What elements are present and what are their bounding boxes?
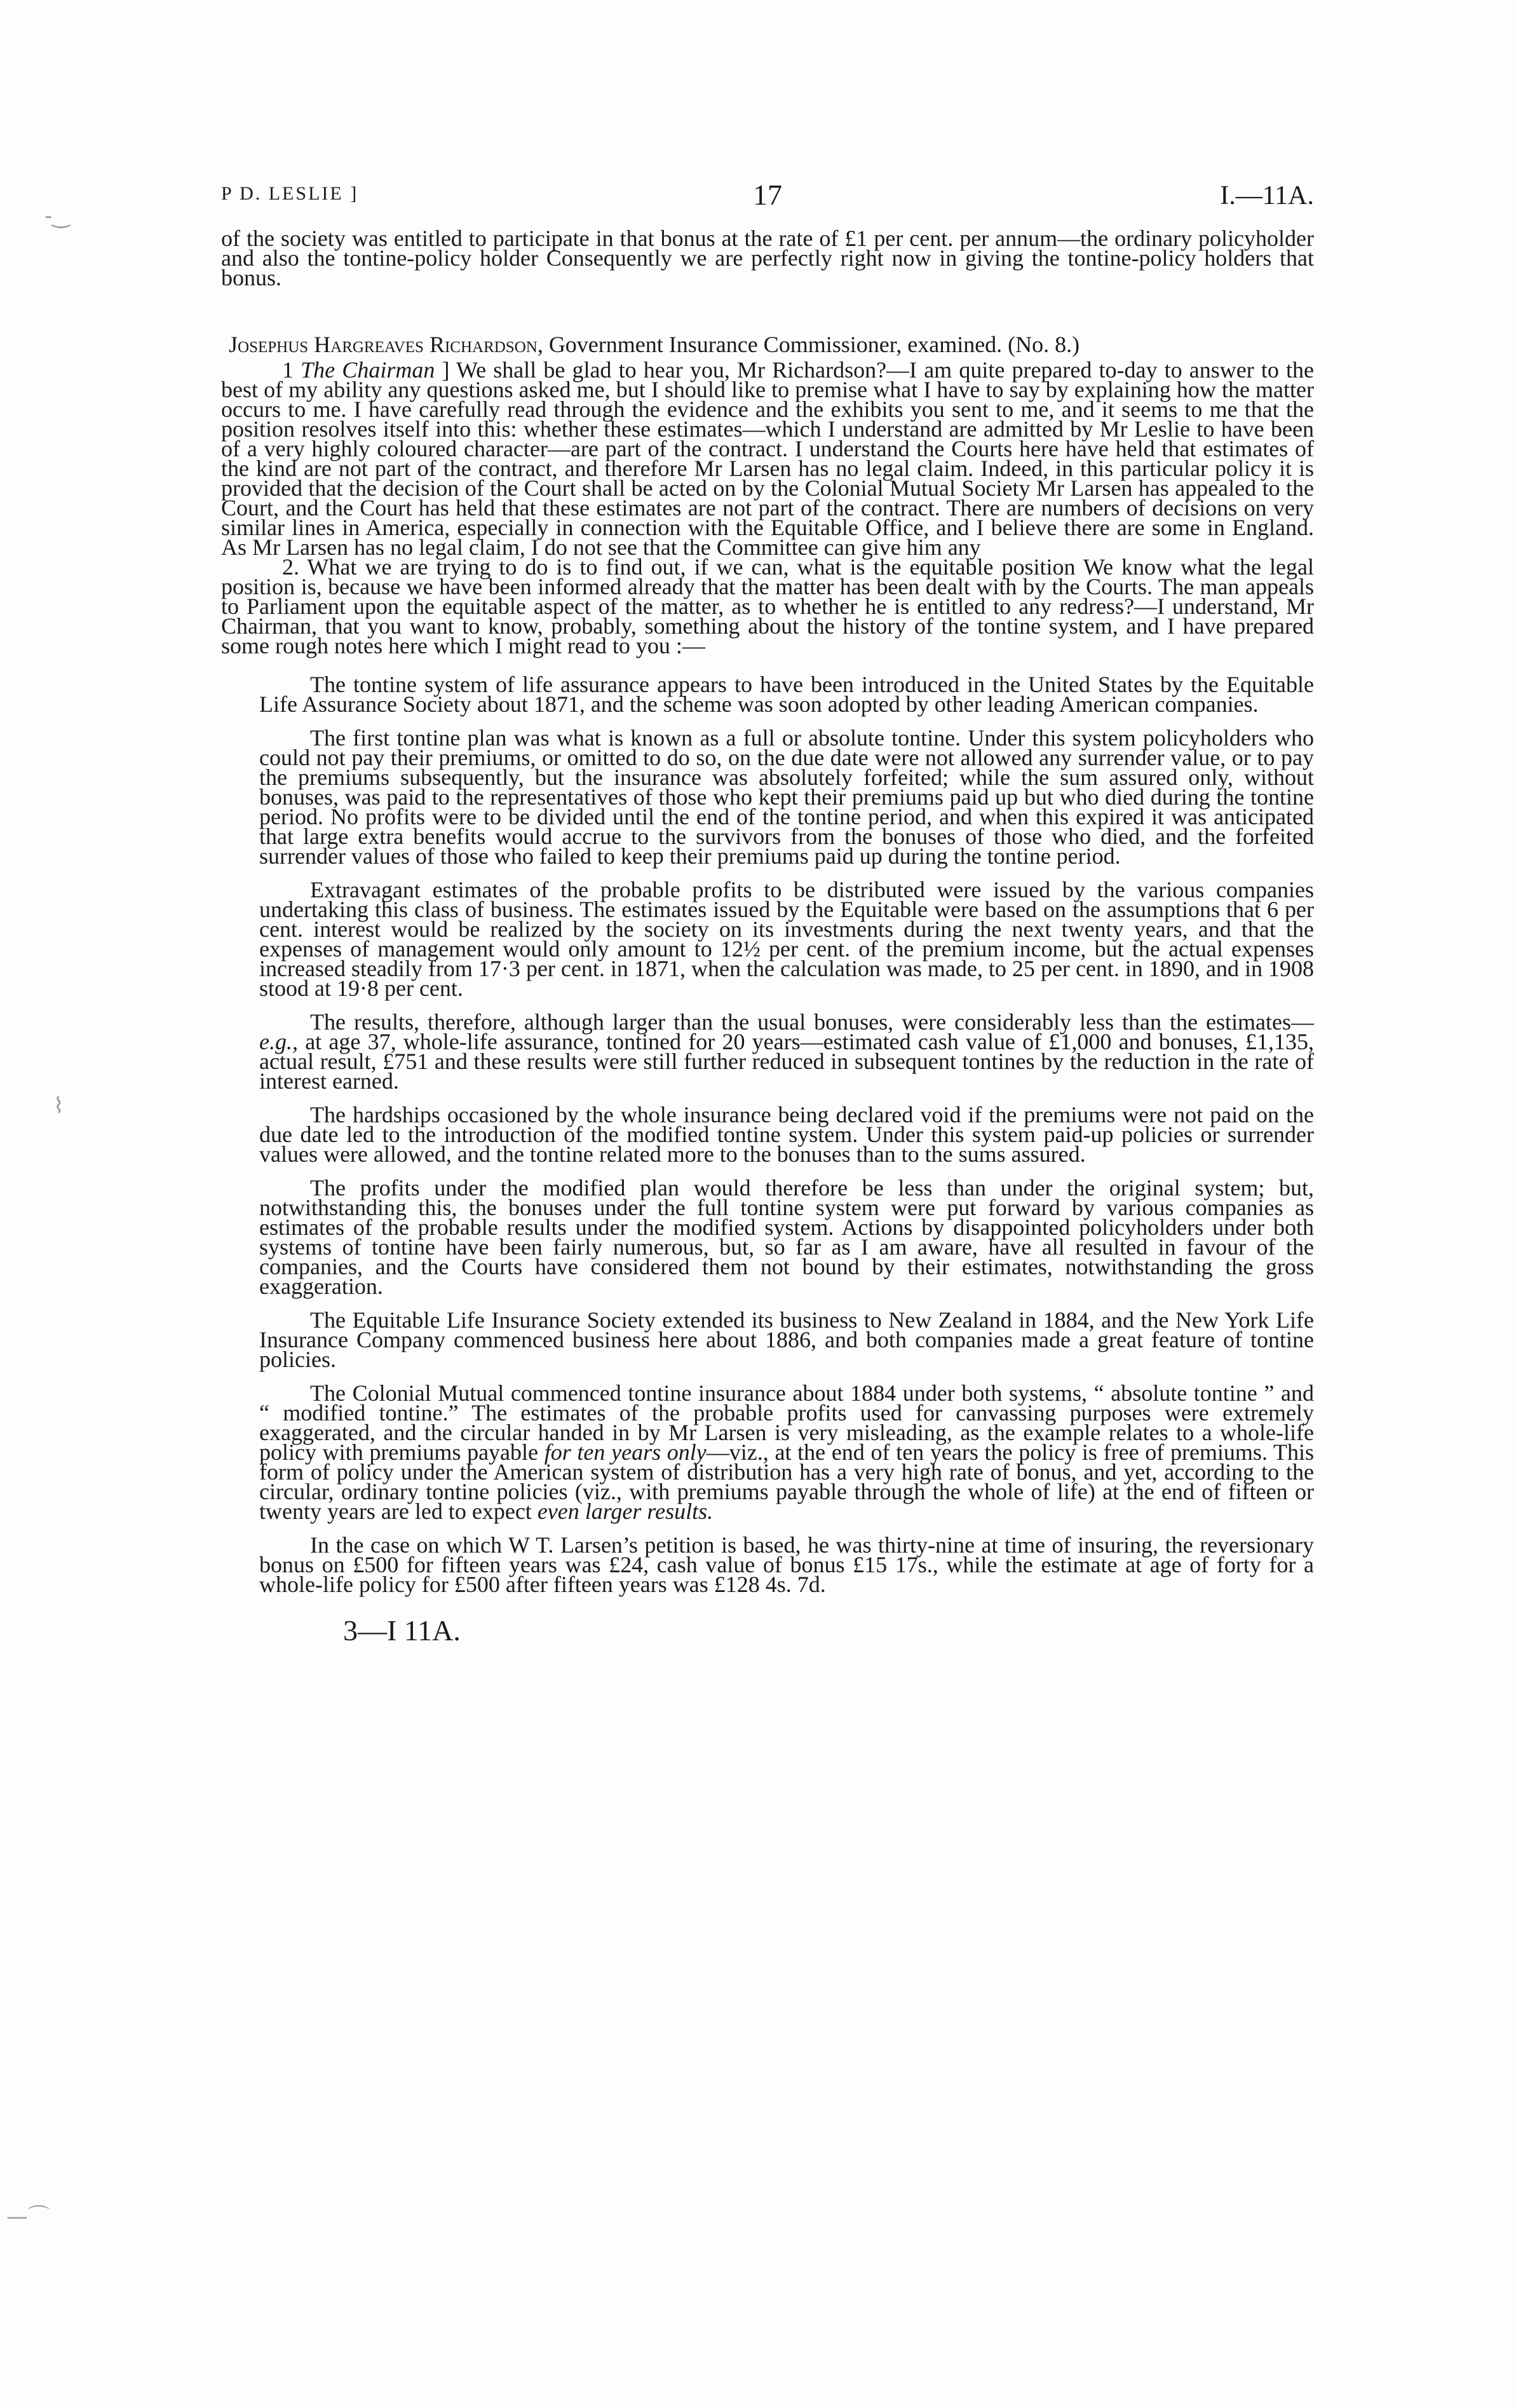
notes-p8-italic2: even larger results. <box>537 1499 714 1524</box>
notes-paragraph-6: The profits under the modified plan would therefore be less than under the original system; but, notwithstanding this, the bonuses under the full tontine system were put forward by various companies as estimates of the probable results under the modified system. Actions by disappointed policyholders under both systems of tontine have been fairly numerous, but, so far as I am aware, have all resulted in favour of the companies, and the Courts have considered them not bound by their estimates, notwithstanding the gross exaggeration. <box>259 1175 1314 1299</box>
notes-p4-part1: The results, therefore, although larger than the usual bonuses, were considerably less than the estimates— <box>310 1009 1314 1035</box>
opening-paragraph: of the society was entitled to participate in that bonus at the rate of £1 per cent. per annum—the ordinary policyholder and also the tontine-policy holder Consequently we are perfectly right now in giving the tontine-policy holders that bonus. <box>221 226 1314 290</box>
notes-paragraph-9: In the case on which W T. Larsen’s petition is based, he was thirty-nine at time of insuring, the reversionary bonus on £500 for fifteen years was £24, cash value of bonus £15 17s., while the estimate at age of forty for a whole-life policy for £500 after fifteen years was £128 4s. 7d. <box>259 1532 1314 1597</box>
notes-p8-italic1: for ten years only <box>544 1439 707 1465</box>
notes-p4-eg: e.g., <box>259 1029 298 1054</box>
header-left: P D. LESLIE ] <box>221 183 359 204</box>
witness-name: Josephus Hargreaves Richardson <box>229 332 538 357</box>
document-page <box>221 178 1314 1647</box>
question-2: 2. What we are trying to do is to find out, if we can, what is the equitable position We know what the legal position is, because we have been informed already that the matter has been dealt with by the Courts. The man appeals to Parliament upon the equitable aspect of the matter, as to whether he is entitled to any redress?—I understand, Mr Chairman, that you want to know, probably, something about the history of the tontine system, and I have prepared some rough notes here which I might read to you :— <box>221 554 1314 658</box>
notes-paragraph-3: Extravagant estimates of the probable profits to be distributed were issued by the various companies undertaking this class of business. The estimates issued by the Equitable were based on the assumptions that 6 per cent. interest would be realized by the society on its investments during the next twenty years, and that the expenses of management would only amount to 12½ per cent. of the premium income, but the actual expenses increased steadily from 17·3 per cent. in 1871, when the calculation was made, to 25 per cent. in 1890, and in 1908 stood at 19·8 per cent. <box>259 877 1314 1001</box>
notes-p8-part1: The Colonial Mutual commenced tontine insurance about 1884 under both systems, “ absolute tontine ” and “ modified tontine.” The estimates of the probable profits used for canvassing purposes were extremely exaggerated, and the circular handed in by Mr Larsen is very misleading, as the example relates to a whole-life policy with premiums payable <box>259 1380 1314 1465</box>
question-1 <box>221 357 1315 560</box>
header-right: I.—11A. <box>1220 181 1314 210</box>
witness-description: , Government Insurance Commissioner, examined. (No. 8.) <box>537 332 1080 357</box>
notes-paragraph-8 <box>259 1380 1314 1524</box>
page-number: 17 <box>753 179 782 211</box>
margin-mark-middle: ⌇ <box>53 1093 64 1119</box>
notes-paragraph-4 <box>259 1009 1314 1094</box>
notes-p4-part2: at age 37, whole-life assurance, tontined for 20 years—estimated cash value of £1,000 and bonuses, £1,135, actual result, £751 and these results were still further reduced in subsequent tontines by the reduction in the rate of interest earned. <box>259 1029 1314 1094</box>
rough-notes <box>259 672 1314 1597</box>
notes-paragraph-5: The hardships occasioned by the whole insurance being declared void if the premiums were not paid on the due date led to the introduction of the modified tontine system. Under this system paid-up policies or surrender values were allowed, and the tontine related more to the bonuses than to the sums assured. <box>259 1102 1314 1167</box>
question-1-text: ] We shall be glad to hear you, Mr Richardson?—I am quite prepared to-day to answer to the best of my ability any questions asked me, but I should like to premise what I have to say by explaining how the matter occurs to me. I have carefully read through the evidence and the exhibits you sent to me, and it seems to me that the position resolves itself into this: whether these estimates—which I understand are admitted by Mr Leslie to have been of a very highly coloured character—are part of the contract. I understand the Courts here have held that estimates of the kind are not part of the contract, and therefore Mr Larsen has no legal claim. Indeed, in this particular policy it is provided that the decision of the Court shall be acted on by the Colonial Mutual Society Mr Larsen has appealed to the Court, and the Court has held that these estimates are not part of the contract. There are numbers of decisions on very similar lines in America, especially in connection with the Equitable Office, and I believe there are some in England. As Mr Larsen has no legal claim, I do not see that the Committee can give him any <box>221 357 1315 560</box>
margin-mark-bottom: —⌒ <box>6 2204 50 2229</box>
margin-mark-top: -‿ <box>44 203 70 229</box>
question-1-speaker: The Chairman <box>301 357 435 383</box>
question-1-number: 1 <box>282 357 294 383</box>
page-header <box>221 178 1314 229</box>
witness-heading <box>221 334 1314 355</box>
footer-signature: 3—I 11A. <box>343 1614 461 1647</box>
notes-p8-part2: —viz., at the end of ten years the policy is free of premiums. This form of policy under the American system of distribution has a very high rate of bonus, and yet, according to the circular, ordinary tontine policies (viz., with premiums payable through the whole of life) at the end of fifteen or twenty years are led to expect <box>259 1439 1314 1524</box>
notes-paragraph-2: The first tontine plan was what is known as a full or absolute tontine. Under this system policyholders who could not pay their premiums, or omitted to do so, on the due date were not allowed any surrender value, or to pay the premiums subsequently, but the insurance was absolutely forfeited; while the sum assured only, without bonuses, was paid to the representatives of those who kept their premiums paid up but who died during the tontine period. No profits were to be divided until the end of the tontine period, and when this expired it was anticipated that large extra benefits would accrue to the survivors from the bonuses of those who died, and the forfeited surrender values of those who failed to keep their premiums paid up during the tontine period. <box>259 725 1314 869</box>
notes-paragraph-1: The tontine system of life assurance appears to have been introduced in the United States by the Equitable Life Assurance Society about 1871, and the scheme was soon adopted by other leading American companies. <box>259 672 1314 717</box>
notes-paragraph-7: The Equitable Life Insurance Society extended its business to New Zealand in 1884, and the New York Life Insurance Company commenced business here about 1886, and both companies made a great feature of tontine policies. <box>259 1307 1314 1372</box>
